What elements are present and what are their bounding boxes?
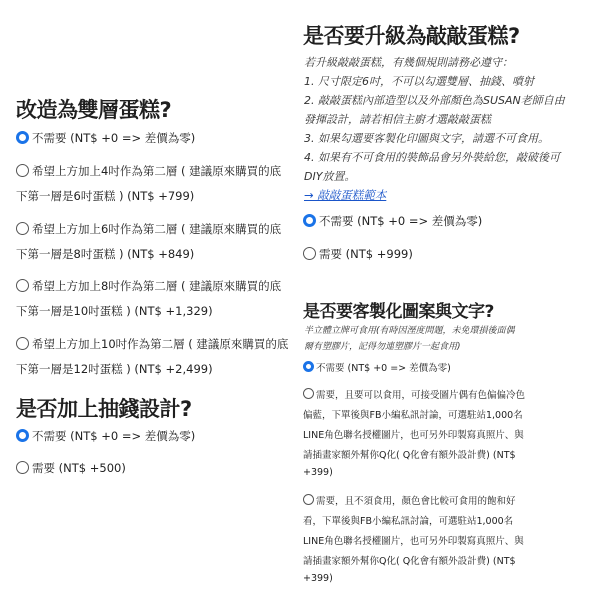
option-label: 看，下單後與FB小編私訊討論，可選駐站1,000名 <box>303 516 514 527</box>
radio-button[interactable] <box>16 461 29 474</box>
rule-line: 4. 如果有不可食用的裝飾品會另外裝給您，敲破後可 <box>304 151 560 164</box>
option-label: 下第一層是8吋蛋糕 ) (NT$ +849) <box>16 247 195 261</box>
option-label: 不需要 (NT$ +0 => 差價為零) <box>32 131 196 145</box>
radio-option-no-print[interactable] <box>300 359 600 377</box>
radio-button[interactable] <box>303 361 314 372</box>
option-label: 希望上方加上6吋作為第二層 ( 建議原來購買的底 <box>32 222 282 236</box>
radio-option-pull-500[interactable] <box>0 458 300 480</box>
option-label: LINE角色聯名授權圖片，也可另外印製寫真照片、與 <box>303 430 524 441</box>
note-line: 半立體立牌可食用(有時因溼度問題，未免環損後面偶 <box>304 326 515 336</box>
rule-line: 若升級敲敲蛋糕，有幾個規則請務必遵守： <box>304 56 513 69</box>
radio-option-no-pull[interactable] <box>0 426 300 448</box>
option-label: LINE角色聯名授權圖片，也可另外印製寫真照片、與 <box>303 536 524 547</box>
option-label: +399) <box>303 573 333 584</box>
radio-option-4in[interactable] <box>0 160 300 210</box>
option-label: 下第一層是10吋蛋糕 ) (NT$ +1,329) <box>16 304 213 318</box>
option-label: +399) <box>303 467 333 478</box>
custom-print-heading: 是否要客製化圖案與文字? <box>303 302 494 322</box>
upgrade-heading: 是否要升級為敲敲蛋糕? <box>303 24 520 48</box>
option-label: 偏藍，下單後與FB小編私訊討論，可選駐站1,000名 <box>303 410 523 421</box>
option-label: 不需要 (NT$ +0 => 差價為零) <box>32 429 196 443</box>
rule-line: DIY放置。 <box>304 170 356 183</box>
radio-option-8in[interactable] <box>0 275 300 325</box>
rule-line: 3. 如果勾選要客製化印圖與文字，請選不可食用。 <box>304 132 549 145</box>
radio-button[interactable] <box>16 164 29 177</box>
radio-button[interactable] <box>16 279 29 292</box>
rule-line: 1. 尺寸限定6吋，不可以勾選雙層、抽錢、噴射 <box>304 75 534 88</box>
option-label: 希望上方加上8吋作為第二層 ( 建議原來購買的底 <box>32 279 282 293</box>
option-label: 請插畫家額外幫你Q化( Q化會有額外設計費) (NT$ <box>303 556 516 567</box>
radio-button[interactable] <box>303 494 314 505</box>
pull-money-heading: 是否加上抽錢設計? <box>16 397 192 421</box>
radio-button[interactable] <box>16 222 29 235</box>
radio-button[interactable] <box>303 247 316 260</box>
option-label: 下第一層是6吋蛋糕 ) (NT$ +799) <box>16 189 195 203</box>
rule-line: 發揮設計，請若相信主廚才選敲敲蛋糕 <box>304 113 491 126</box>
radio-option-nonedible-print[interactable] <box>300 492 600 592</box>
radio-button[interactable] <box>303 214 316 227</box>
radio-option-6in[interactable] <box>0 218 300 268</box>
option-label: 請插畫家額外幫你Q化( Q化會有額外設計費) (NT$ <box>303 450 516 461</box>
radio-button[interactable] <box>16 429 29 442</box>
option-label: 不需要 (NT$ +0 => 差價為零) <box>319 214 483 228</box>
radio-option-no-upgrade[interactable] <box>300 212 600 234</box>
note-line: 爾有塑膠片，記得勿連塑膠片一起食用) <box>304 342 461 352</box>
rule-line: 2. 敲敲蛋糕內部造型以及外部顏色為SUSAN老師自由 <box>304 94 565 107</box>
radio-option-10in[interactable] <box>0 333 300 383</box>
radio-option-no-double[interactable] <box>0 128 300 150</box>
radio-button[interactable] <box>16 131 29 144</box>
radio-button[interactable] <box>303 388 314 399</box>
radio-option-upgrade-999[interactable] <box>300 245 600 267</box>
option-label: 希望上方加上10吋作為第二層 ( 建議原來購買的底 <box>32 337 289 351</box>
sample-link[interactable]: → 敲敲蛋糕範本 <box>304 188 387 202</box>
option-label: 希望上方加上4吋作為第二層 ( 建議原來購買的底 <box>32 164 282 178</box>
option-label: 下第一層是12吋蛋糕 ) (NT$ +2,499) <box>16 362 213 376</box>
option-label: 需要，且不須食用，顏色會比較可食用的飽和好 <box>316 496 516 507</box>
option-label: 需要，且要可以食用，可接受圖片偶有色偏偏冷色 <box>316 390 526 401</box>
option-label: 需要 (NT$ +500) <box>32 461 126 475</box>
radio-button[interactable] <box>16 337 29 350</box>
option-label: 不需要 (NT$ +0 => 差價為零) <box>316 363 451 374</box>
double-layer-heading: 改造為雙層蛋糕? <box>16 98 172 122</box>
radio-option-edible-print[interactable] <box>300 386 600 486</box>
option-label: 需要 (NT$ +999) <box>319 247 413 261</box>
